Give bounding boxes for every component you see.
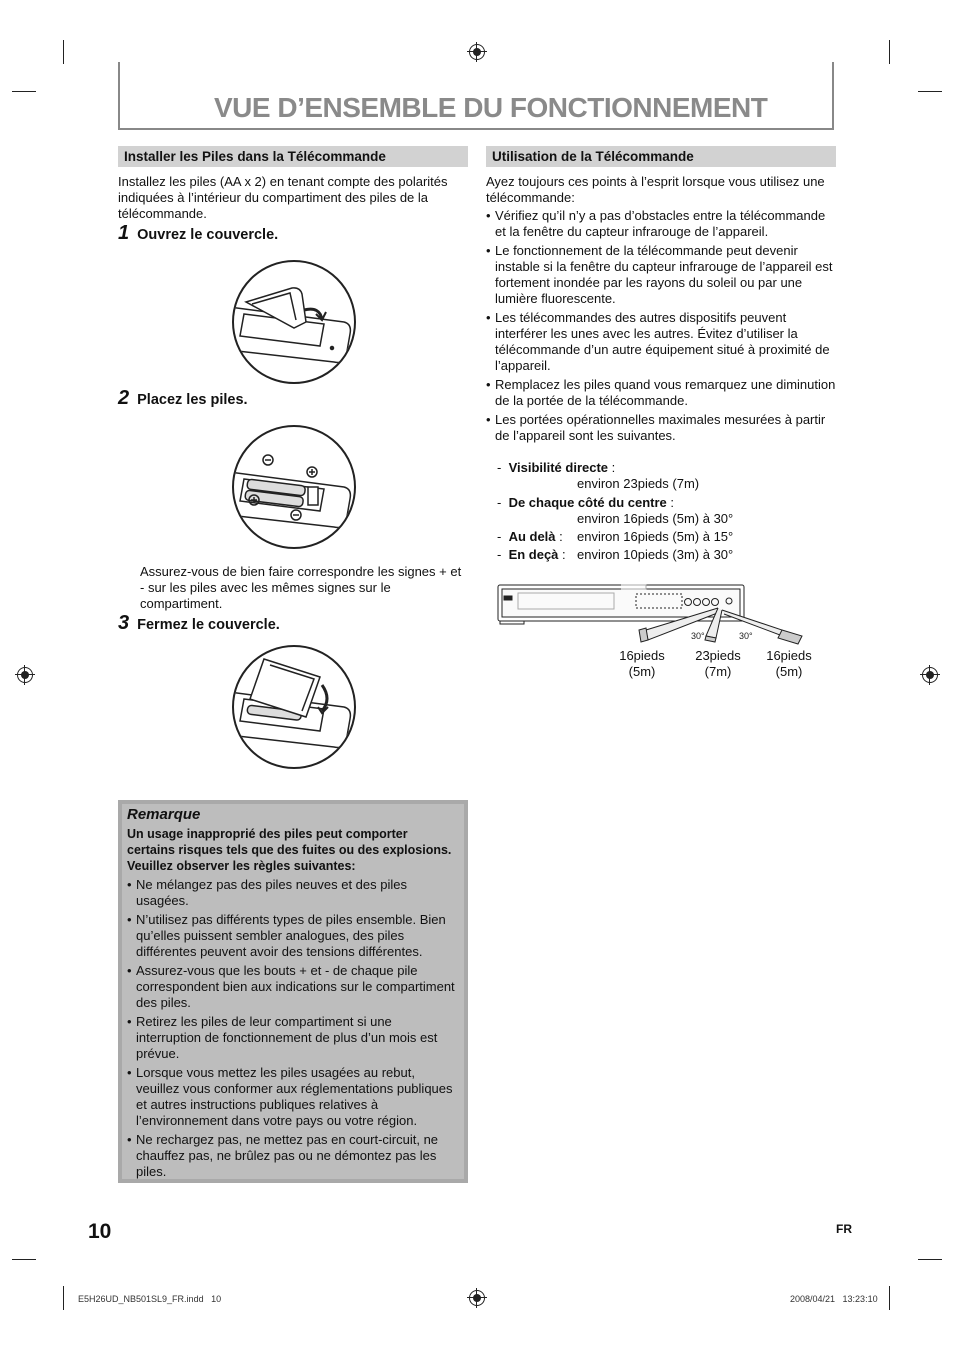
remote-open-cover-illustration xyxy=(232,260,356,384)
step-number: 3 xyxy=(118,612,130,634)
list-item: • Assurez-vous que les bouts + et - de chaque pile correspondent bien aux indications sur le compartiment des piles. xyxy=(127,963,459,1011)
crop-mark xyxy=(918,91,942,92)
diagram-label-left xyxy=(612,648,672,680)
range-label: En deçà xyxy=(508,547,559,562)
range-value: environ 16pieds (5m) à 30° xyxy=(577,511,734,526)
step-label: Ouvrez le couvercle. xyxy=(137,227,279,243)
crop-mark xyxy=(918,1259,942,1260)
step-label: Placez les piles. xyxy=(137,392,248,408)
list-item: • Les portées opérationnelles maximales mesurées à partir de l’appareil sont les suivantes. xyxy=(486,412,836,444)
range-beyond: - Au delà : xyxy=(497,529,563,544)
list-item: • N’utilisez pas différents types de piles ensemble. Bien qu’elles puissent sembler analogues, des piles différentes peuvent avoir des tensions différentes. xyxy=(127,912,459,960)
print-date: 2008/04/21 13:23:10 xyxy=(790,1294,878,1304)
range-below: - En deçà : xyxy=(497,547,566,562)
range-side: - De chaque côté du centre : xyxy=(497,495,675,510)
remarque-box xyxy=(118,800,468,1183)
section-heading-batteries: Installer les Piles dans la Télécommande xyxy=(118,146,468,167)
language-code: FR xyxy=(836,1222,852,1236)
range-value: environ 23pieds (7m) xyxy=(577,476,700,491)
range-separator: : xyxy=(666,495,675,510)
crop-mark xyxy=(889,1286,890,1310)
distance-label: (5m) xyxy=(775,664,803,679)
distance-label: 16pieds xyxy=(766,648,812,663)
step-3 xyxy=(118,612,280,635)
range-separator: : xyxy=(555,529,563,544)
remote-close-cover-illustration xyxy=(232,645,356,769)
range-label: Au delà xyxy=(508,529,556,544)
batteries-intro: Installez les piles (AA x 2) en tenant compte des polarités indiquées à l’intérieur du compartiment des piles de la télécommande. xyxy=(118,174,448,221)
list-item: • Vérifiez qu’il n’y a pas d’obstacles entre la télécommande et la fenêtre du capteur infrarouge de l’appareil. xyxy=(486,208,836,240)
registration-mark-icon xyxy=(17,667,33,683)
step-2 xyxy=(118,387,248,410)
range-direct: - Visibilité directe : xyxy=(497,460,616,475)
remote-range-diagram xyxy=(496,580,826,650)
range-label: De chaque côté du centre xyxy=(508,495,667,510)
list-item: • Remplacez les piles quand vous remarquez une diminution de la portée de la télécommande. xyxy=(486,377,836,409)
range-separator: : xyxy=(608,460,616,475)
angle-right-label: 30° xyxy=(739,631,753,641)
remarque-warning: Un usage inapproprié des piles peut comporter certains risques tels que des fuites ou des explosions. Veuillez observer les règles suivantes: xyxy=(127,827,452,873)
range-label: Visibilité directe xyxy=(508,460,609,475)
step-number: 2 xyxy=(118,387,130,409)
remarque-title: Remarque xyxy=(127,806,201,823)
remote-insert-batteries-illustration xyxy=(232,425,356,549)
list-item: • Les télécommandes des autres dispositifs peuvent interférer les unes avec les autres. Évitez d’utiliser la télécommande d’un autre équipement situé à proximité de l’appareil. xyxy=(486,310,836,374)
distance-label: 23pieds xyxy=(695,648,741,663)
registration-mark-icon xyxy=(922,667,938,683)
list-item: • Ne mélangez pas des piles neuves et des piles usagées. xyxy=(127,877,459,909)
page-title: VUE D’ENSEMBLE DU FONCTIONNEMENT xyxy=(214,92,768,123)
registration-mark-icon xyxy=(469,1290,485,1306)
diagram-label-right xyxy=(759,648,819,680)
range-value: environ 16pieds (5m) à 15° xyxy=(577,529,734,544)
remarque-list xyxy=(127,877,459,1180)
range-value: environ 10pieds (3m) à 30° xyxy=(577,547,734,562)
list-item: • Lorsque vous mettez les piles usagées au rebut, veuillez vous conformer aux réglementations publiques et autres instructions publiques relatives à l’environnement dans votre pays ou votre région. xyxy=(127,1065,459,1129)
angle-left-label: 30° xyxy=(691,631,705,641)
crop-mark xyxy=(63,1286,64,1310)
step-label: Fermez le couvercle. xyxy=(137,617,280,633)
list-item: • Le fonctionnement de la télécommande peut devenir instable si la fenêtre du capteur infrarouge de l’appareil est fortement inondée par les rayons du soleil ou par une lumière fluorescente. xyxy=(486,243,836,307)
crop-mark xyxy=(889,40,890,64)
diagram-label-center xyxy=(688,648,748,680)
list-item: • Retirez les piles de leur compartiment si une interruption de fonctionnement de plus d’un mois est prévue. xyxy=(127,1014,459,1062)
file-name: E5H26UD_NB501SL9_FR.indd 10 xyxy=(78,1294,222,1304)
step-2-note: Assurez-vous de bien faire correspondre les signes + et - sur les piles avec les mêmes signes sur le compartiment. xyxy=(140,564,462,611)
crop-mark xyxy=(63,40,64,64)
usage-bullets xyxy=(486,208,836,447)
crop-mark xyxy=(12,1259,36,1260)
step-number: 1 xyxy=(118,222,130,244)
section-heading-remote-usage: Utilisation de la Télécommande xyxy=(486,146,836,167)
list-item: • Ne rechargez pas, ne mettez pas en court-circuit, ne chauffez pas, ne brûlez pas ou ne démontez pas les piles. xyxy=(127,1132,459,1180)
page-number: 10 xyxy=(88,1220,112,1243)
crop-mark xyxy=(12,91,36,92)
distance-label: (5m) xyxy=(628,664,656,679)
distance-label: (7m) xyxy=(704,664,732,679)
distance-label: 16pieds xyxy=(619,648,665,663)
usage-intro: Ayez toujours ces points à l’esprit lorsque vous utilisez une télécommande: xyxy=(486,174,825,205)
range-separator: : xyxy=(558,547,566,562)
step-1 xyxy=(118,222,278,245)
registration-mark-icon xyxy=(469,44,485,60)
